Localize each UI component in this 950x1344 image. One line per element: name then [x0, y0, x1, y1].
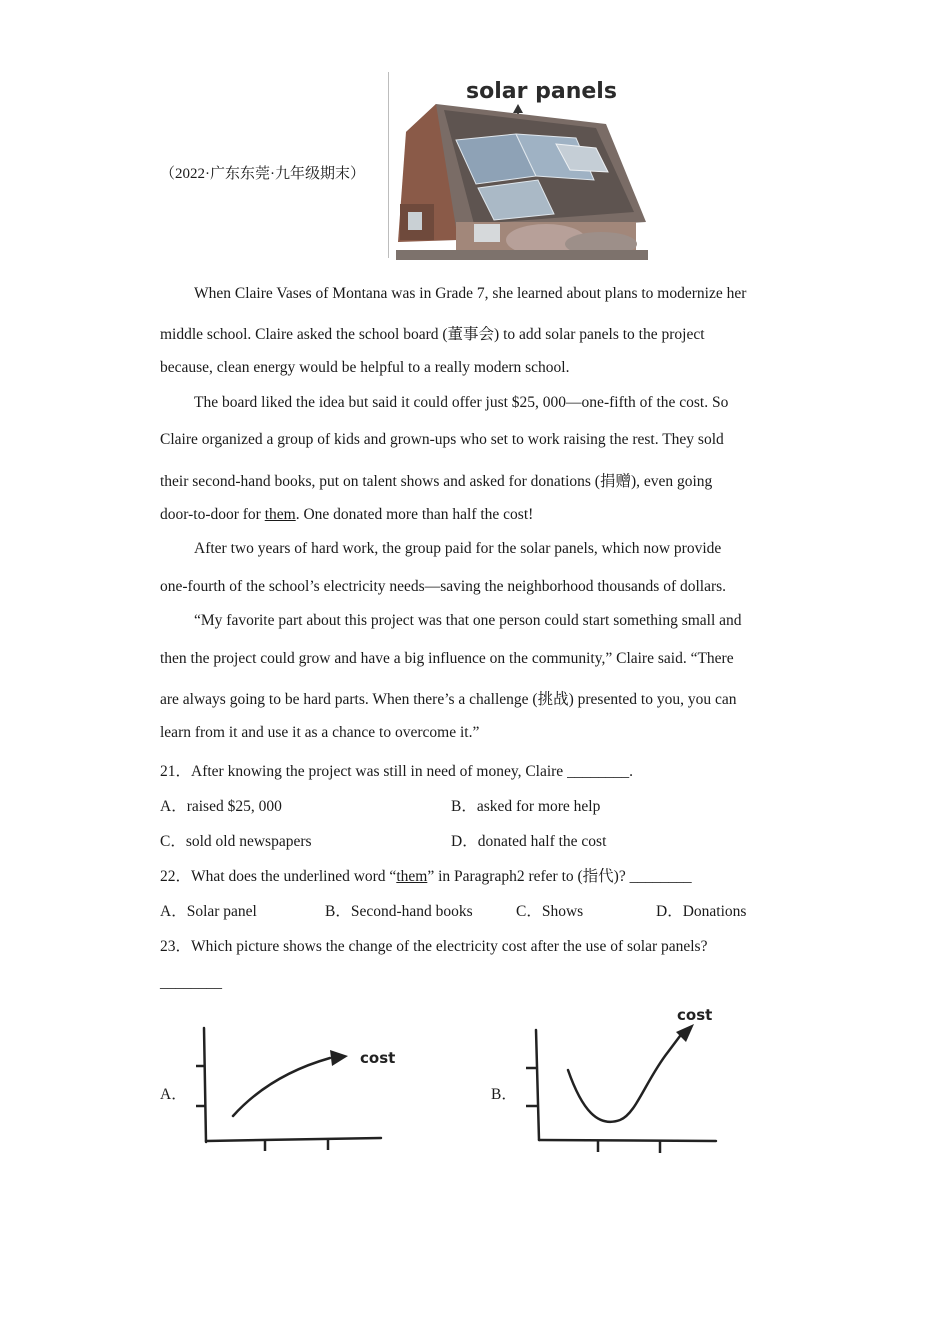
question-23-blank: ________	[160, 974, 222, 991]
graph-a[interactable]	[190, 1020, 396, 1160]
question-21-option-c[interactable]: C．sold old newspapers	[160, 833, 312, 850]
question-22-option-b[interactable]: B．Second-hand books	[325, 903, 473, 920]
passage-p1-line3: because, clean energy would be helpful to a really modern school.	[160, 359, 570, 376]
question-21-option-a[interactable]: A．raised $25, 000	[160, 798, 282, 815]
passage-p3-line2: one-fourth of the school’s electricity needs—saving the neighborhood thousands of dollars.	[160, 578, 727, 595]
figure-divider	[388, 72, 389, 258]
passage-p1-line1: When Claire Vases of Montana was in Grade 7, she learned about plans to modernize her	[194, 285, 747, 302]
house-with-solar-panels-icon	[396, 72, 648, 260]
graph-b-cost-label: cost	[677, 1006, 713, 1024]
passage-p4-line3: are always going to be hard parts. When there’s a challenge (挑战) presented to you, you can	[160, 691, 737, 708]
question-22-stem-before: 22．What does the underlined word “	[160, 868, 397, 885]
passage-p4-line1: “My favorite part about this project was that one person could start something small and	[194, 612, 742, 629]
graph-b[interactable]	[520, 1000, 730, 1160]
figure-label: solar panels	[466, 79, 617, 104]
passage-p4-line4: learn from it and use it as a chance to overcome it.”	[160, 724, 480, 741]
passage-p4-line2: then the project could grow and have a big influence on the community,” Claire said. “There	[160, 650, 734, 667]
question-22-stem-after: ” in Paragraph2 refer to (指代)? ________	[427, 868, 692, 885]
question-21-option-b[interactable]: B．asked for more help	[451, 798, 601, 815]
underlined-word-them: them	[264, 506, 296, 523]
passage-p2-line2: Claire organized a group of kids and grown-ups who set to work raising the rest. They sold	[160, 431, 724, 448]
question-22-stem	[160, 864, 692, 886]
passage-p2-line1: The board liked the idea but said it could offer just $25, 000—one-fifth of the cost. So	[194, 394, 729, 411]
question-23-option-a-label[interactable]: A．	[160, 1086, 187, 1103]
passage-p1-line2: middle school. Claire asked the school board (董事会) to add solar panels to the project	[160, 326, 705, 343]
passage-p2-line4-after: . One donated more than half the cost!	[295, 506, 534, 523]
question-23-option-b-label[interactable]: B．	[491, 1086, 517, 1103]
passage-p3-line1: After two years of hard work, the group paid for the solar panels, which now provide	[194, 540, 722, 557]
graph-a-cost-label: cost	[360, 1049, 396, 1067]
question-22-option-c[interactable]: C．Shows	[516, 903, 584, 920]
passage-p2-line3: their second-hand books, put on talent shows and asked for donations (捐赠), even going	[160, 473, 713, 490]
question-23-stem: 23．Which picture shows the change of the electricity cost after the use of solar panels?	[160, 938, 708, 955]
passage-p2-line4-before: door-to-door for	[160, 506, 265, 523]
question-21-stem: 21．After knowing the project was still in need of money, Claire ________.	[160, 763, 633, 780]
question-21-option-d[interactable]: D．donated half the cost	[451, 833, 607, 850]
exam-source: （2022·广东东莞·九年级期末）	[160, 166, 365, 182]
question-22-option-d[interactable]: D．Donations	[656, 903, 747, 920]
solar-panel-house-figure	[388, 72, 648, 260]
question-22-underlined-word: them	[396, 868, 428, 885]
question-22-option-a[interactable]: A．Solar panel	[160, 903, 257, 920]
passage-p2-line4	[160, 506, 800, 524]
